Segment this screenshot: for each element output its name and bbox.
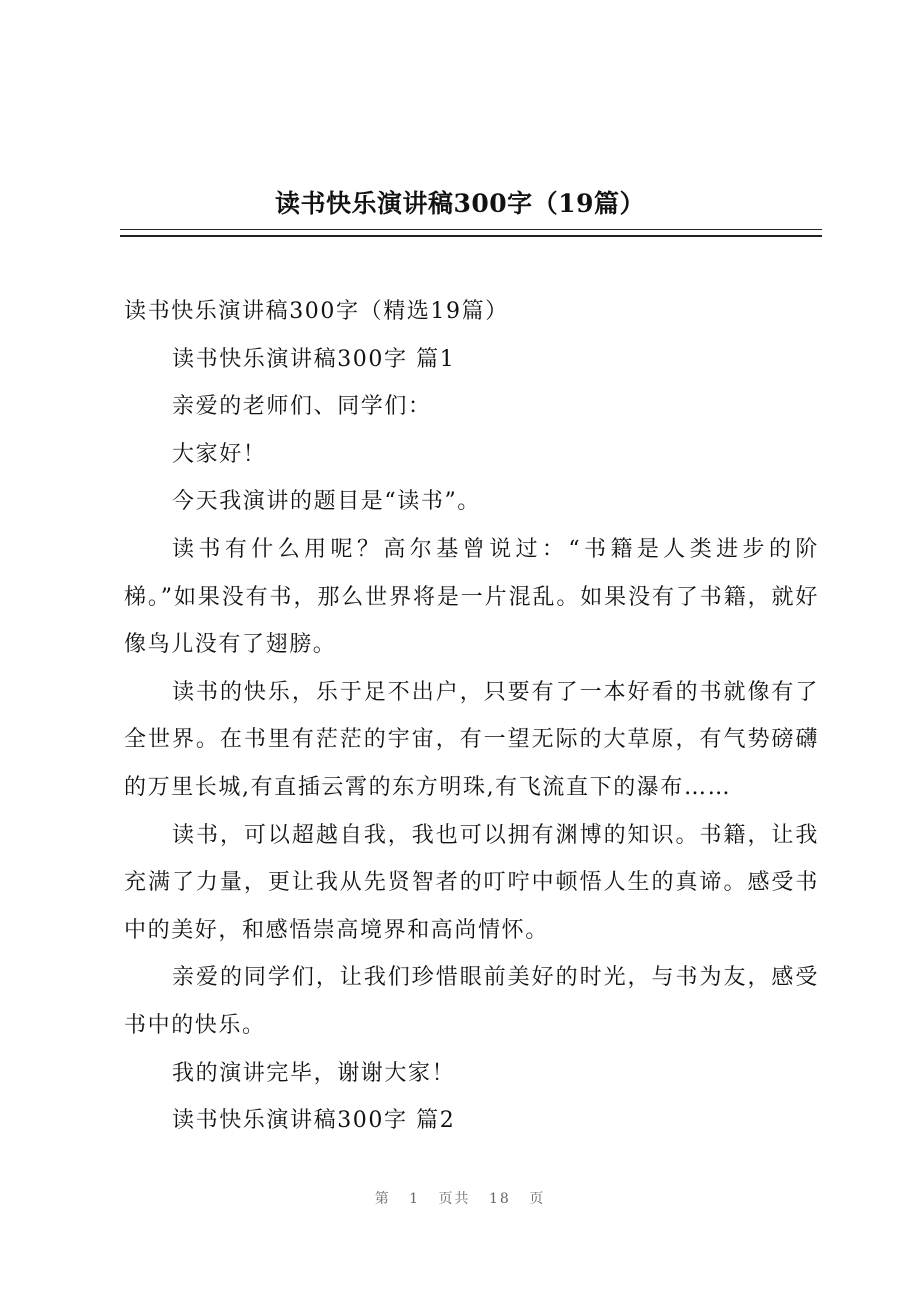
document-title: 读书快乐演讲稿300字（19篇） — [275, 189, 645, 218]
document-body — [124, 288, 819, 1145]
hello-line: 大家好！ — [172, 441, 267, 467]
paragraph-4: 亲爱的同学们，让我们珍惜眼前美好的时光，与书为友，感受书中的快乐。 — [124, 965, 819, 1038]
footer-current-page: 1 — [409, 1191, 421, 1207]
intro-line: 读书快乐演讲稿300字（精选19篇） — [124, 299, 509, 324]
closing-line: 我的演讲完毕，谢谢大家！ — [172, 1060, 456, 1086]
section-heading-2: 读书快乐演讲稿300字 篇2 — [172, 1108, 456, 1134]
greeting-line: 亲爱的老师们、同学们： — [172, 394, 432, 420]
paragraph-3: 读书，可以超越自我，我也可以拥有渊博的知识。书籍，让我充满了力量，更让我从先贤智者的叮咛中顿悟人生的真谛。感受书中的美好，和感悟崇高境界和高尚情怀。 — [124, 822, 819, 943]
page-footer — [0, 1188, 920, 1208]
topic-line: 今天我演讲的题目是“读书”。 — [172, 489, 481, 515]
footer-suffix: 页 — [529, 1191, 546, 1207]
title-divider — [120, 229, 822, 237]
paragraph-2: 读书的快乐，乐于足不出户，只要有了一本好看的书就像有了全世界。在书里有茫茫的宇宙，有一望无际的大草原，有气势磅礴的万里长城,有直插云霄的东方明珠,有飞流直下的瀑布…… — [124, 679, 819, 800]
footer-mid: 页共 — [438, 1191, 471, 1207]
footer-total-pages: 18 — [489, 1191, 511, 1207]
footer-prefix: 第 — [374, 1191, 391, 1207]
paragraph-1: 读书有什么用呢？高尔基曾说过：“书籍是人类进步的阶梯。”如果没有书，那么世界将是一片混乱。如果没有了书籍，就好像鸟儿没有了翅膀。 — [124, 536, 819, 658]
section-heading-1: 读书快乐演讲稿300字 篇1 — [172, 346, 456, 372]
